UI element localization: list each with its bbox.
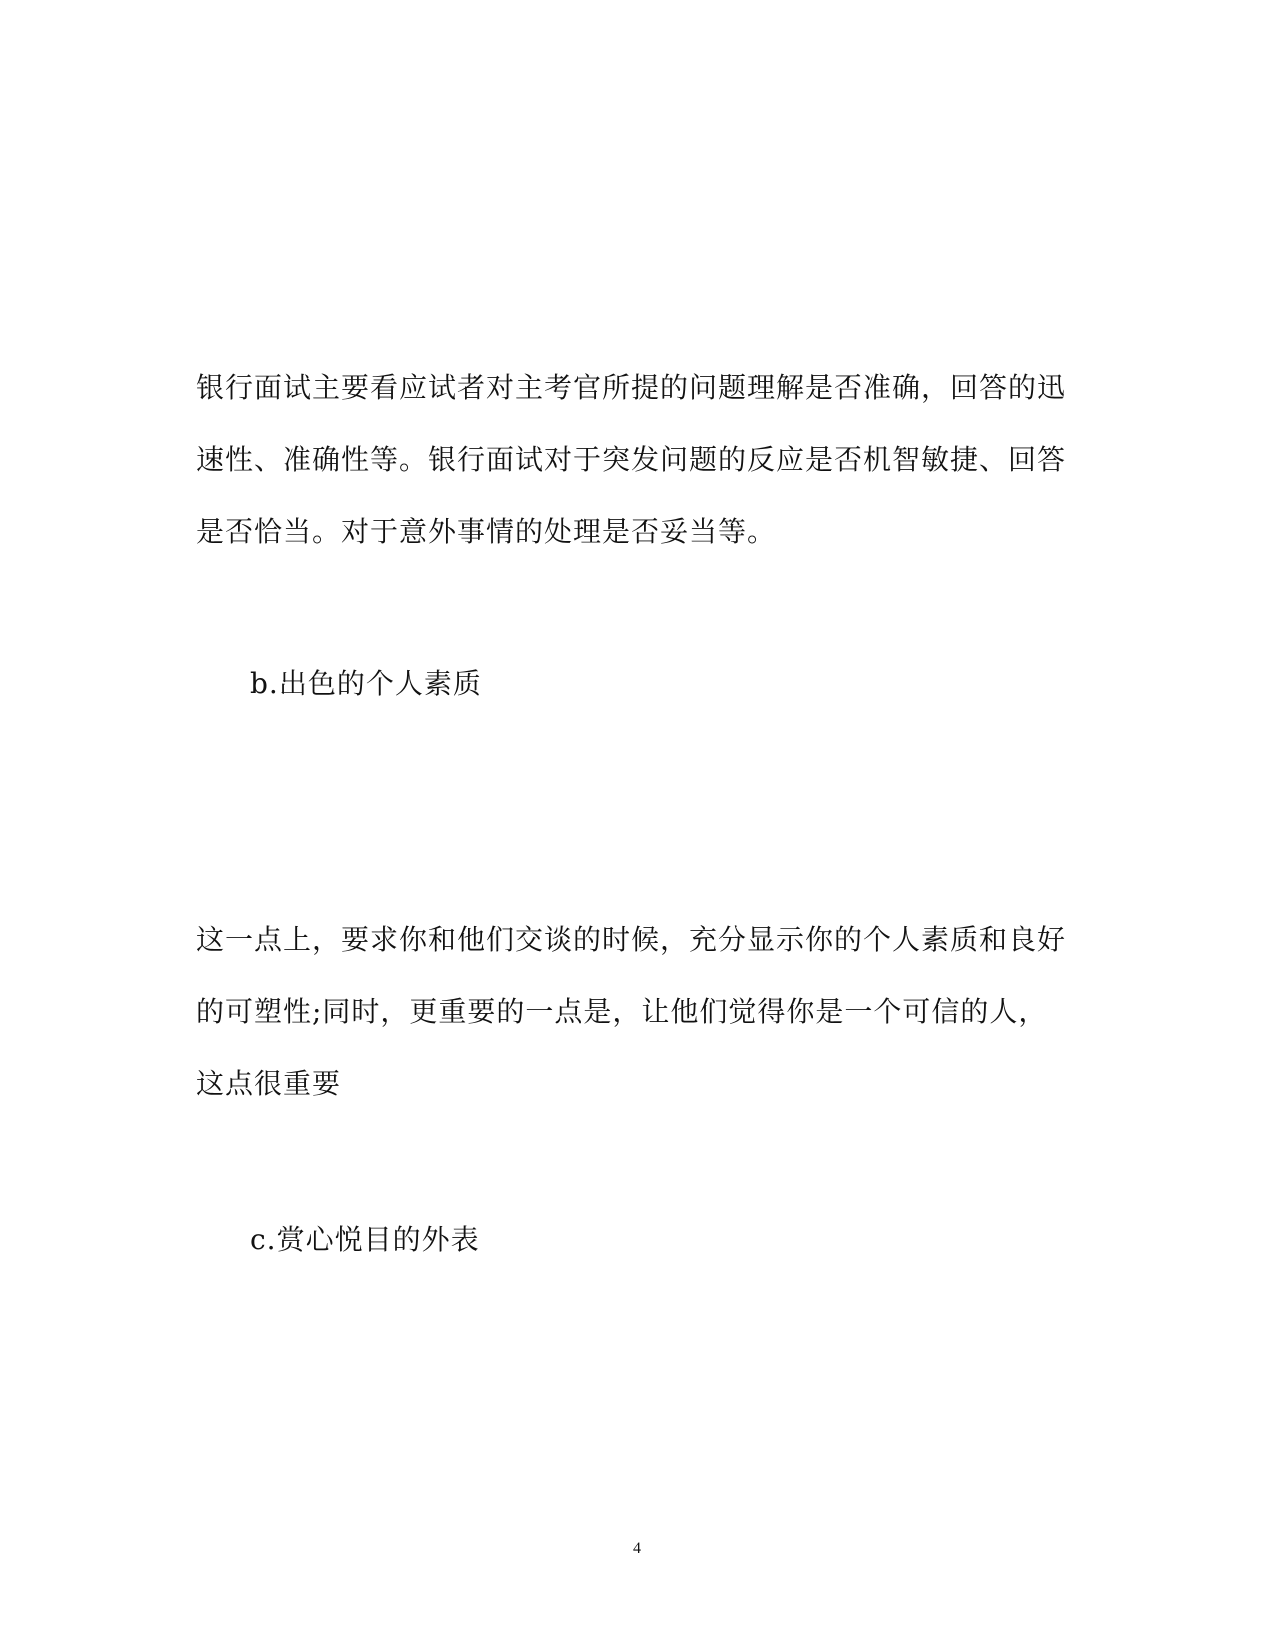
- paragraph-line: 速性、准确性等。银行面试对于突发问题的反应是否机智敏捷、回答: [196, 443, 1067, 476]
- section-heading-c: c.赏心悦目的外表: [250, 1223, 480, 1256]
- paragraph-line: 这点很重要: [196, 1067, 342, 1100]
- paragraph-line: 银行面试主要看应试者对主考官所提的问题理解是否准确，回答的迅: [196, 371, 1067, 404]
- paragraph-interview-focus: [196, 352, 1076, 568]
- paragraph-line: 的可塑性;同时，更重要的一点是，让他们觉得你是一个可信的人，: [196, 995, 1048, 1028]
- section-heading-b: b.出色的个人素质: [250, 667, 482, 700]
- paragraph-personal-quality: [196, 904, 1076, 1120]
- paragraph-line: 这一点上，要求你和他们交谈的时候，充分显示你的个人素质和良好: [196, 923, 1067, 956]
- paragraph-line: 是否恰当。对于意外事情的处理是否妥当等。: [196, 515, 777, 548]
- page-number: 4: [633, 1540, 641, 1557]
